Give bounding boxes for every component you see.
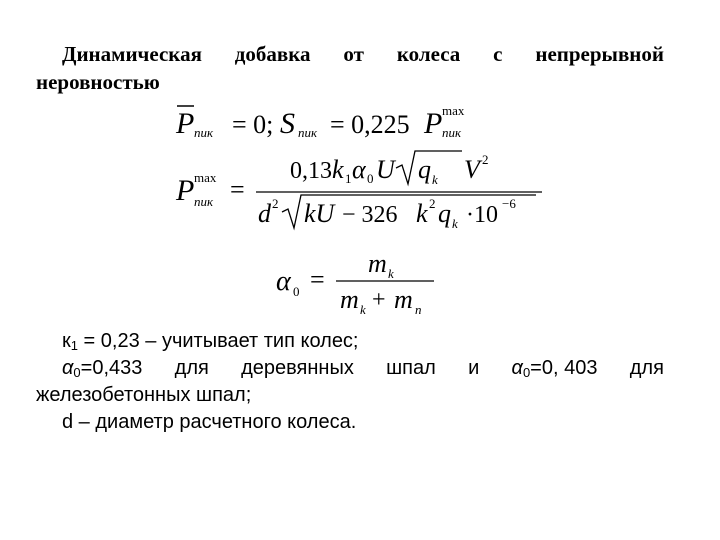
symbol-alpha: α — [62, 357, 74, 379]
heading-word: от — [343, 42, 364, 66]
subscript-k: k — [452, 216, 458, 231]
subscript-0: 0 — [73, 365, 81, 380]
value-0433: =0,433 — [80, 357, 143, 379]
subscript-0: 0 — [293, 284, 300, 299]
minus-326: − 326 — [342, 202, 398, 228]
subscript-k: k — [388, 266, 394, 281]
equals-zero: = 0; — [232, 110, 274, 139]
formula-3-svg — [272, 248, 452, 322]
superscript-max: max — [194, 170, 217, 185]
heading-word: колеса — [396, 42, 461, 66]
subscript-k: k — [432, 172, 438, 187]
formula-1-svg — [172, 98, 482, 146]
subscript-1: 1 — [70, 338, 78, 353]
subscript-0: 0 — [367, 171, 374, 186]
symbol-k: k — [416, 199, 428, 228]
subscript-p: п — [415, 302, 422, 317]
symbol-P: P — [176, 174, 195, 207]
superscript-2: 2 — [482, 152, 489, 167]
body-line-3: железобетонных шпал; — [36, 384, 252, 406]
plus-sign: + — [372, 287, 386, 313]
k1-description: = 0,23 – учитывает тип колес; — [77, 330, 359, 352]
formula-2-svg — [172, 148, 552, 240]
equals-sign: = — [310, 265, 325, 294]
symbol-S: S — [280, 107, 295, 140]
symbol-m: m — [368, 249, 387, 278]
symbol-U: U — [376, 155, 395, 184]
word: для — [174, 357, 209, 379]
symbol-alpha: α — [276, 266, 291, 297]
symbol-alpha: α — [352, 155, 366, 184]
equals-sign: = — [230, 175, 245, 204]
heading-line-2: неровностью — [36, 70, 160, 94]
symbol-P: P — [424, 107, 443, 140]
subscript-pik: пик — [194, 125, 214, 140]
symbol-V: V — [464, 155, 480, 184]
heading-word: непрерывной — [535, 42, 664, 66]
symbol-P: P — [176, 107, 195, 140]
body-line-1 — [36, 328, 664, 355]
alpha-value-wood — [62, 355, 142, 382]
word: для — [629, 357, 664, 379]
subscript-0: 0 — [522, 365, 531, 380]
numerator-coefficient: 0,13 — [290, 158, 332, 184]
superscript-minus-6: −6 — [502, 196, 516, 211]
body-text — [36, 328, 664, 436]
heading-word: Динамическая — [62, 42, 202, 66]
symbol-k: k — [332, 155, 344, 184]
body-line-2 — [36, 355, 664, 382]
symbol-alpha: α — [511, 357, 523, 379]
formula-peak-zero — [172, 98, 482, 146]
superscript-2: 2 — [272, 196, 279, 211]
formula-alpha — [272, 248, 452, 322]
subscript-pik: пик — [194, 194, 214, 209]
alpha-value-concrete — [512, 355, 598, 382]
slide-heading — [36, 40, 664, 96]
symbol-d: d — [258, 199, 271, 228]
symbol-m: m — [394, 285, 413, 314]
word: шпал — [386, 357, 436, 379]
heading-word: с — [493, 42, 503, 66]
symbol-m: m — [340, 285, 359, 314]
heading-word: добавка — [234, 42, 311, 66]
word: деревянных — [241, 357, 354, 379]
symbol-q: q — [418, 155, 431, 184]
symbol-k: к — [62, 330, 71, 352]
superscript-2: 2 — [429, 196, 436, 211]
superscript-max: max — [442, 103, 465, 118]
times-ten: ·10 — [466, 202, 498, 228]
formula-peak-max — [172, 148, 552, 240]
word: и — [468, 357, 480, 379]
subscript-pik: пик — [298, 125, 318, 140]
body-line-4: d – диаметр расчетного колеса. — [62, 411, 357, 433]
value-0403: =0, 403 — [530, 357, 598, 379]
subscript-k: k — [360, 302, 366, 317]
symbol-kU: kU — [304, 199, 335, 228]
symbol-q: q — [438, 199, 451, 228]
subscript-pik: пик — [442, 125, 462, 140]
heading-line-1 — [36, 40, 664, 68]
subscript-1: 1 — [345, 171, 352, 186]
equals-coefficient: = 0,225 — [330, 110, 410, 139]
